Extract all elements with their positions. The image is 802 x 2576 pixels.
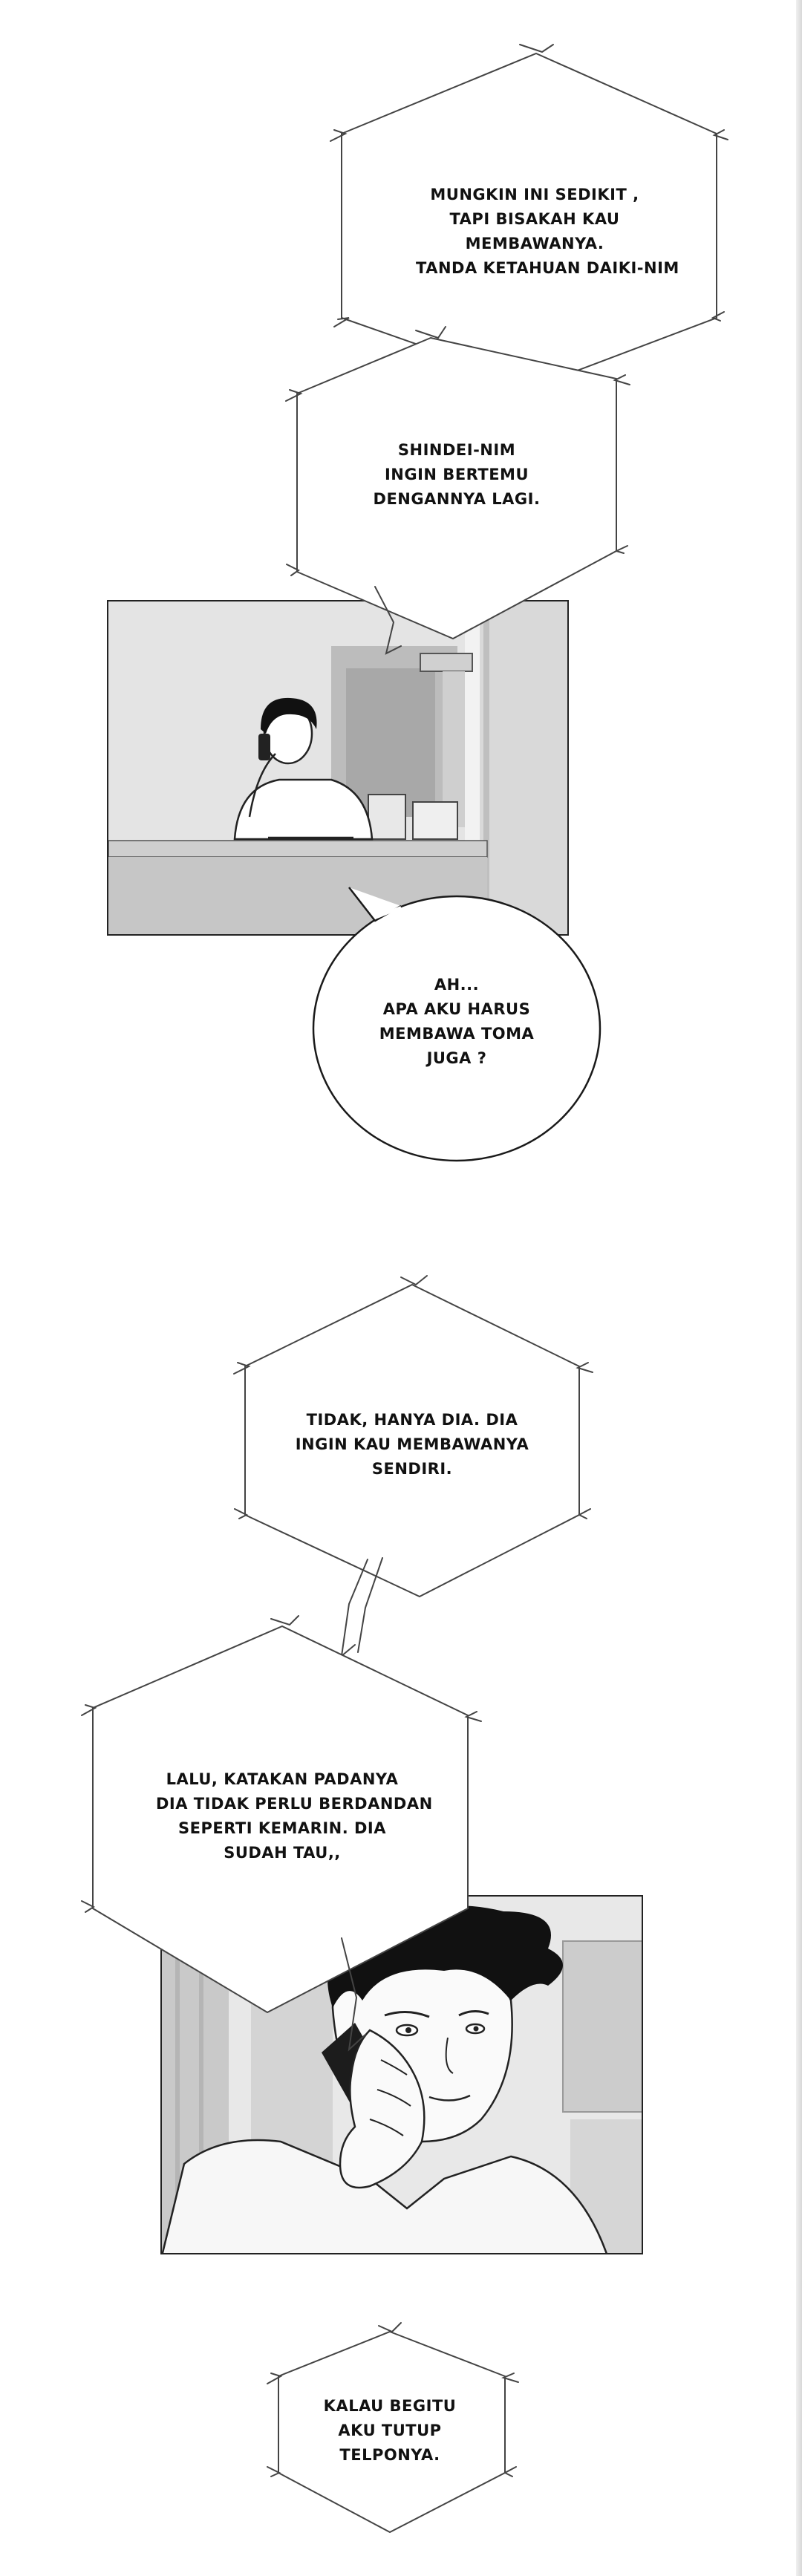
bubble-4-line-2: INGIN KAU MEMBAWANYA: [295, 1435, 529, 1453]
bubble-2-line-1: SHINDEI-NIM: [397, 441, 516, 459]
bubble-1-line-4: TANDA KETAHUAN DAIKI-NIM: [416, 259, 679, 277]
bubble-1-text: [416, 183, 679, 281]
bubble-1-line-2: TAPI BISAKAH KAU: [449, 210, 620, 228]
bubble-5-text: [156, 1767, 433, 1865]
bubble-2-text: [353, 438, 561, 512]
bubble-5-line-3: SEPERTI KEMARIN. DIA: [178, 1819, 386, 1837]
bubble-1-line-1: MUNGKIN INI SEDIKIT ,: [430, 186, 639, 203]
bubble-2-line-3: DENGANNYA LAGI.: [373, 490, 541, 508]
bubble-3-line-2: APA AKU HARUS: [382, 1000, 531, 1018]
bubble-6-line-1: KALAU BEGITU: [323, 2397, 457, 2415]
bubble-4-line-1: TIDAK, HANYA DIA. DIA: [306, 1411, 518, 1429]
bubble-3-text: [353, 973, 561, 1071]
bubble-6-line-3: TELPONYA.: [339, 2446, 440, 2464]
bubble-3-line-4: JUGA ?: [426, 1049, 487, 1067]
bubble-5-line-2: DIA TIDAK PERLU BERDANDAN: [156, 1795, 433, 1813]
bubble-4-text: [293, 1408, 531, 1481]
page-edge-rail: [796, 0, 802, 2576]
thought-tail-2: [342, 1559, 368, 1656]
bubble-6-line-2: AKU TUTUP: [338, 2422, 442, 2439]
bubble-2-line-2: INGIN BERTEMU: [384, 466, 529, 483]
bubble-1-line-3: MEMBAWANYA.: [465, 235, 604, 252]
bubble-4-line-3: SENDIRI.: [371, 1460, 453, 1478]
bubble-6-text: [316, 2394, 464, 2468]
bubble-3-line-3: MEMBAWA TOMA: [379, 1025, 535, 1043]
bubble-3-line-1: AH...: [434, 976, 480, 994]
bubble-5-line-4: SUDAH TAU,,: [224, 1844, 341, 1862]
bubble-5-line-1: LALU, KATAKAN PADANYA: [166, 1770, 399, 1788]
